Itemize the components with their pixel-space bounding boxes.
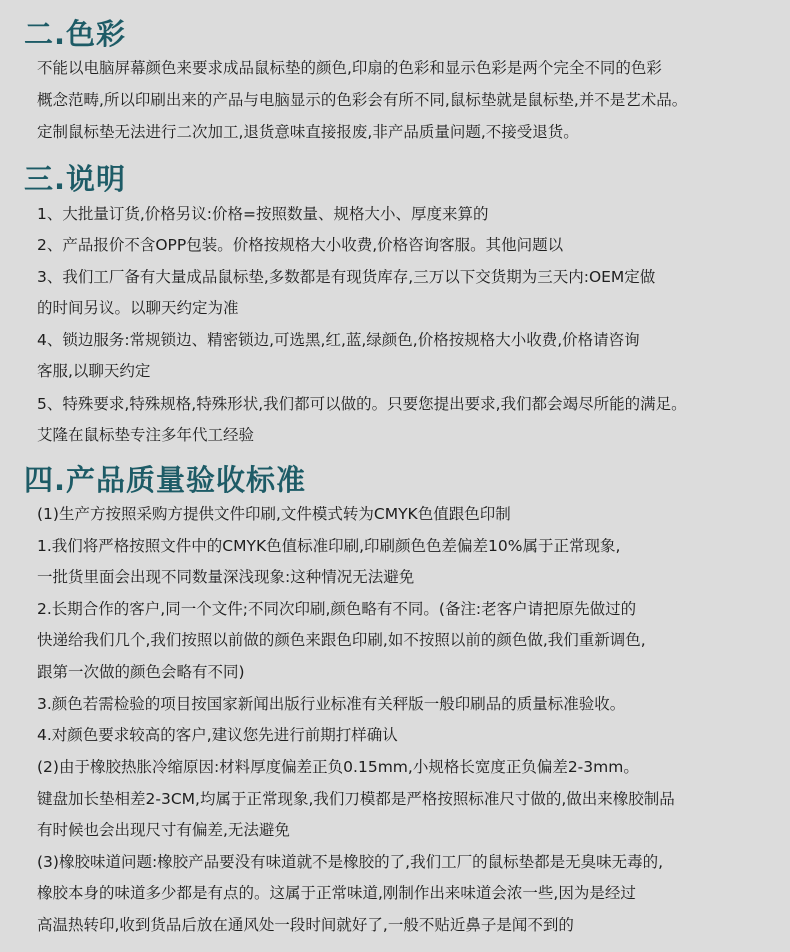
text-line: 3.颜色若需检验的项目按国家新闻出版行业标准有关秤版一般印刷品的质量标准验收。 bbox=[37, 695, 626, 713]
text-line: 2.长期合作的客户,同一个文件;不同次印刷,颜色略有不同。(备注:老客户请把原先做过的 bbox=[37, 600, 637, 618]
text-line: 4、锁边服务:常规锁边、精密锁边,可选黑,红,蓝,绿颜色,价格按规格大小收费,价格请咨询 bbox=[37, 331, 640, 349]
text-line: 艾隆在鼠标垫专注多年代工经验 bbox=[37, 426, 255, 444]
text-line: 定制鼠标垫无法进行二次加工,退货意味直接报废,非产品质量问题,不接受退货。 bbox=[37, 123, 579, 141]
text-line: 橡胶本身的味道多少都是有点的。这属于正常味道,刚制作出来味道会浓一些,因为是经过 bbox=[37, 884, 636, 902]
text-line: (3)橡胶味道问题:橡胶产品要没有味道就不是橡胶的了,我们工厂的鼠标垫都是无臭味无毒的, bbox=[37, 853, 664, 871]
text-line: 概念范畴,所以印刷出来的产品与电脑显示的色彩会有所不同,鼠标垫就是鼠标垫,并不是艺术品。 bbox=[37, 91, 688, 109]
text-line: 跟第一次做的颜色会略有不同) bbox=[37, 663, 245, 681]
text-line: 有时候也会出现尺寸有偏差,无法避免 bbox=[37, 821, 290, 839]
text-line: (2)由于橡胶热胀冷缩原因:材料厚度偏差正负0.15mm,小规格长宽度正负偏差2-3mm。 bbox=[37, 758, 639, 776]
text-line: 1、大批量订货,价格另议:价格=按照数量、规格大小、厚度来算的 bbox=[37, 205, 489, 223]
text-line: 1.我们将严格按照文件中的CMYK色值标准印刷,印刷颜色色差偏差10%属于正常现象, bbox=[37, 537, 621, 555]
text-line: 2、产品报价不含OPP包装。价格按规格大小收费,价格咨询客服。其他问题以 bbox=[37, 236, 564, 254]
text-line: 的时间另议。以聊天约定为准 bbox=[37, 299, 239, 317]
text-line: 5、特殊要求,特殊规格,特殊形状,我们都可以做的。只要您提出要求,我们都会竭尽所能的满足。 bbox=[37, 395, 687, 413]
text-line: 3、我们工厂备有大量成品鼠标垫,多数都是有现货库存,三万以下交货期为三天内:OEM定做 bbox=[37, 268, 656, 286]
text-line: 客服,以聊天约定 bbox=[37, 362, 151, 380]
text-line: 高温热转印,收到货品后放在通风处一段时间就好了,一般不贴近鼻子是闻不到的 bbox=[37, 916, 574, 934]
text-line: (1)生产方按照采购方提供文件印刷,文件模式转为CMYK色值跟色印制 bbox=[37, 505, 511, 523]
text-line: 4.对颜色要求较高的客户,建议您先进行前期打样确认 bbox=[37, 726, 398, 744]
section-title-color: 二.色彩 bbox=[24, 17, 127, 51]
text-line: 不能以电脑屏幕颜色来要求成品鼠标垫的颜色,印扇的色彩和显示色彩是两个完全不同的色彩 bbox=[37, 59, 662, 77]
text-line: 一批货里面会出现不同数量深浅现象:这种情况无法避免 bbox=[37, 568, 415, 586]
text-line: 快递给我们几个,我们按照以前做的颜色来跟色印刷,如不按照以前的颜色做,我们重新调色, bbox=[37, 631, 646, 649]
section-title-notes: 三.说明 bbox=[24, 162, 127, 196]
section-title-quality-standards: 四.产品质量验收标准 bbox=[24, 463, 307, 497]
text-line: 键盘加长垫相差2-3CM,均属于正常现象,我们刀模都是严格按照标准尺寸做的,做出来橡胶制品 bbox=[37, 790, 675, 808]
